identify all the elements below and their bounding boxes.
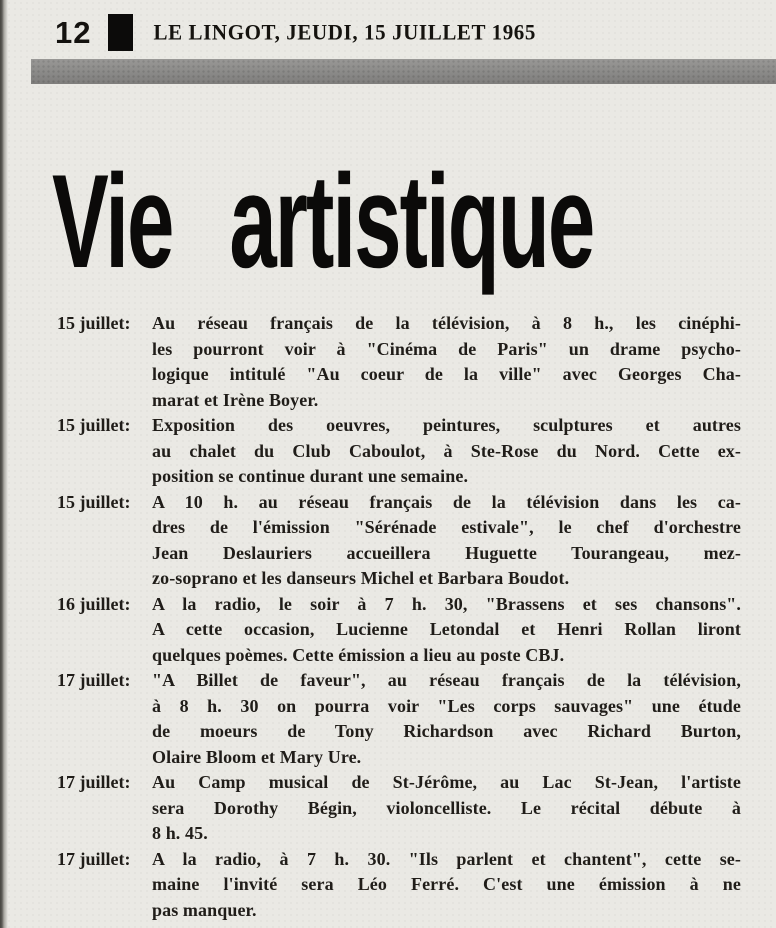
- event-line: dres de l'émission "Sérénade estivale", le chef d'orchestre: [152, 517, 741, 537]
- event-line: maine l'invité sera Léo Ferré. C'est une émission à ne: [152, 874, 741, 894]
- headline: Vie artistique: [52, 148, 594, 296]
- event-entry: [57, 847, 741, 924]
- event-date: 17 juillet:: [57, 848, 131, 869]
- masthead-row: [55, 14, 536, 51]
- event-line: pas manquer.: [152, 899, 257, 920]
- events-list: [57, 311, 741, 923]
- event-line: 8 h. 45.: [152, 823, 208, 843]
- event-entry: [57, 490, 741, 592]
- event-line: zo-soprano et les danseurs Michel et Barbara Boudot.: [152, 568, 570, 588]
- event-line: Au Camp musical de St-Jérôme, au Lac St-Jean, l'artiste: [152, 772, 741, 792]
- event-date: 15 juillet:: [57, 313, 131, 333]
- event-line: Jean Deslauriers accueillera Huguette Tourangeau, mez-: [152, 542, 741, 563]
- event-line: de moeurs de Tony Richardson avec Richard Burton,: [152, 721, 741, 741]
- event-entry: [57, 770, 741, 847]
- event-line: Olaire Bloom et Mary Ure.: [152, 746, 362, 767]
- event-line: les pourront voir à "Cinéma de Paris" un drame psycho-: [152, 338, 741, 359]
- event-text: [152, 311, 741, 413]
- event-text: [152, 847, 741, 924]
- event-line: à 8 h. 30 on pourra voir "Les corps sauvages" une étude: [152, 695, 741, 716]
- event-line: A la radio, le soir à 7 h. 30, "Brassens et ses chansons".: [152, 593, 741, 614]
- page-number: 12: [55, 14, 92, 50]
- event-text: [152, 490, 741, 592]
- event-text: [152, 592, 741, 669]
- masthead-title: LE LINGOT, JEUDI, 15 JUILLET 1965: [153, 19, 537, 45]
- event-entry: [57, 311, 741, 413]
- section-divider-bar: [31, 59, 776, 84]
- event-line: sera Dorothy Bégin, violoncelliste. Le récital débute à: [152, 797, 741, 818]
- event-line: Exposition des oeuvres, peintures, sculptures et autres: [152, 415, 741, 435]
- scan-edge-artifact: [0, 0, 8, 928]
- event-line: A 10 h. au réseau français de la télévision dans les ca-: [152, 491, 741, 512]
- event-date: 15 juillet:: [57, 415, 131, 435]
- event-date: 17 juillet:: [57, 772, 131, 792]
- event-date: 15 juillet:: [57, 491, 131, 512]
- event-line: position se continue durant une semaine.: [152, 466, 469, 486]
- event-line: A la radio, à 7 h. 30. "Ils parlent et chantent", cette se-: [152, 848, 741, 869]
- event-line: Au réseau français de la télévision, à 8 h., les cinéphi-: [152, 313, 741, 333]
- event-text: [152, 413, 741, 490]
- event-line: marat et Irène Boyer.: [152, 389, 319, 410]
- event-entry: [57, 592, 741, 669]
- event-entry: [57, 413, 741, 490]
- event-line: quelques poèmes. Cette émission a lieu au poste CBJ.: [152, 644, 565, 665]
- event-date: 17 juillet:: [57, 670, 131, 690]
- event-date: 16 juillet:: [57, 593, 131, 614]
- event-entry: [57, 668, 741, 770]
- event-line: au chalet du Club Caboulot, à Ste-Rose du Nord. Cette ex-: [152, 440, 741, 461]
- event-text: [152, 770, 741, 847]
- masthead-block-icon: [108, 14, 133, 51]
- event-line: "A Billet de faveur", au réseau français de la télévision,: [152, 670, 741, 690]
- event-text: [152, 668, 741, 770]
- event-line: logique intitulé "Au coeur de la ville" avec Georges Cha-: [152, 364, 741, 384]
- event-line: A cette occasion, Lucienne Letondal et Henri Rollan liront: [152, 619, 741, 639]
